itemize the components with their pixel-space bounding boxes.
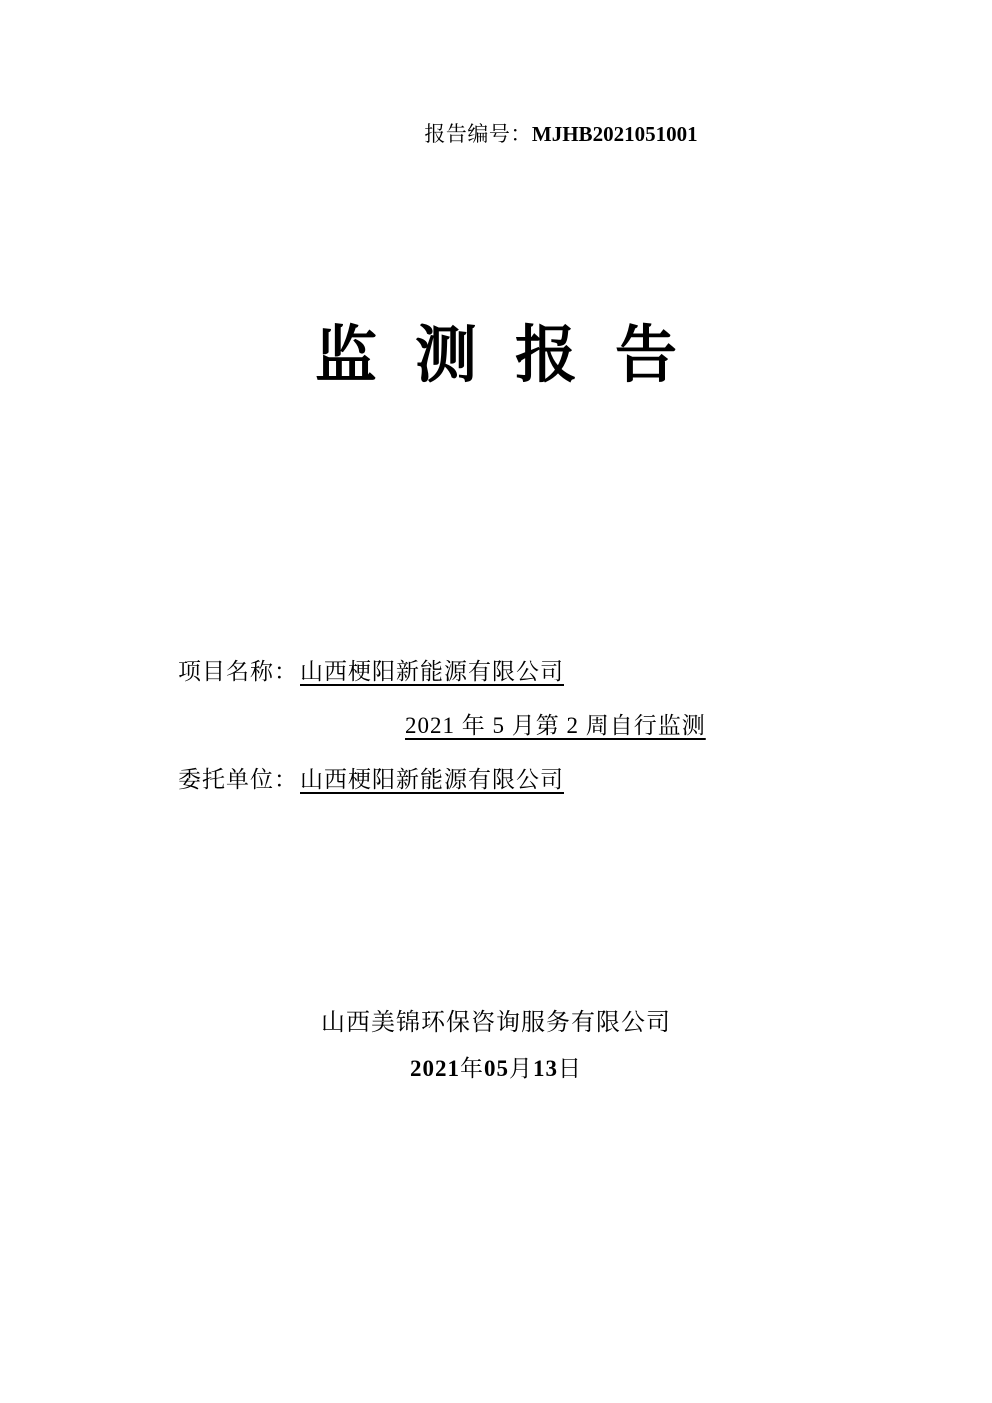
issue-date-year-unit: 年 — [460, 1056, 484, 1081]
report-number — [0, 118, 992, 148]
issuing-company: 山西美锦环保咨询服务有限公司 — [321, 1010, 671, 1036]
document-footer — [0, 1000, 992, 1092]
client-label: 委托单位： — [178, 767, 298, 792]
issue-date-day: 13 — [533, 1056, 558, 1081]
client-value: 山西梗阳新能源有限公司 — [300, 767, 564, 792]
client-row — [0, 753, 992, 807]
project-name-row-second-line — [0, 699, 992, 753]
project-name-row — [0, 645, 992, 699]
issue-date-month-unit: 月 — [509, 1056, 533, 1081]
report-number-label: 报告编号： — [424, 122, 532, 146]
report-number-value: MJHB2021051001 — [531, 122, 698, 146]
issue-date-month: 05 — [484, 1056, 509, 1081]
issue-date — [0, 1046, 992, 1092]
info-block — [0, 645, 992, 807]
project-name-value-line2: 2021 年 5 月第 2 周自行监测 — [405, 713, 706, 738]
project-name-value: 山西梗阳新能源有限公司 — [300, 659, 564, 684]
issue-date-year: 2021 — [410, 1056, 460, 1081]
page-title: 监测报告 — [314, 322, 715, 390]
issue-date-day-unit: 日 — [558, 1056, 582, 1081]
project-name-label: 项目名称： — [178, 659, 298, 684]
